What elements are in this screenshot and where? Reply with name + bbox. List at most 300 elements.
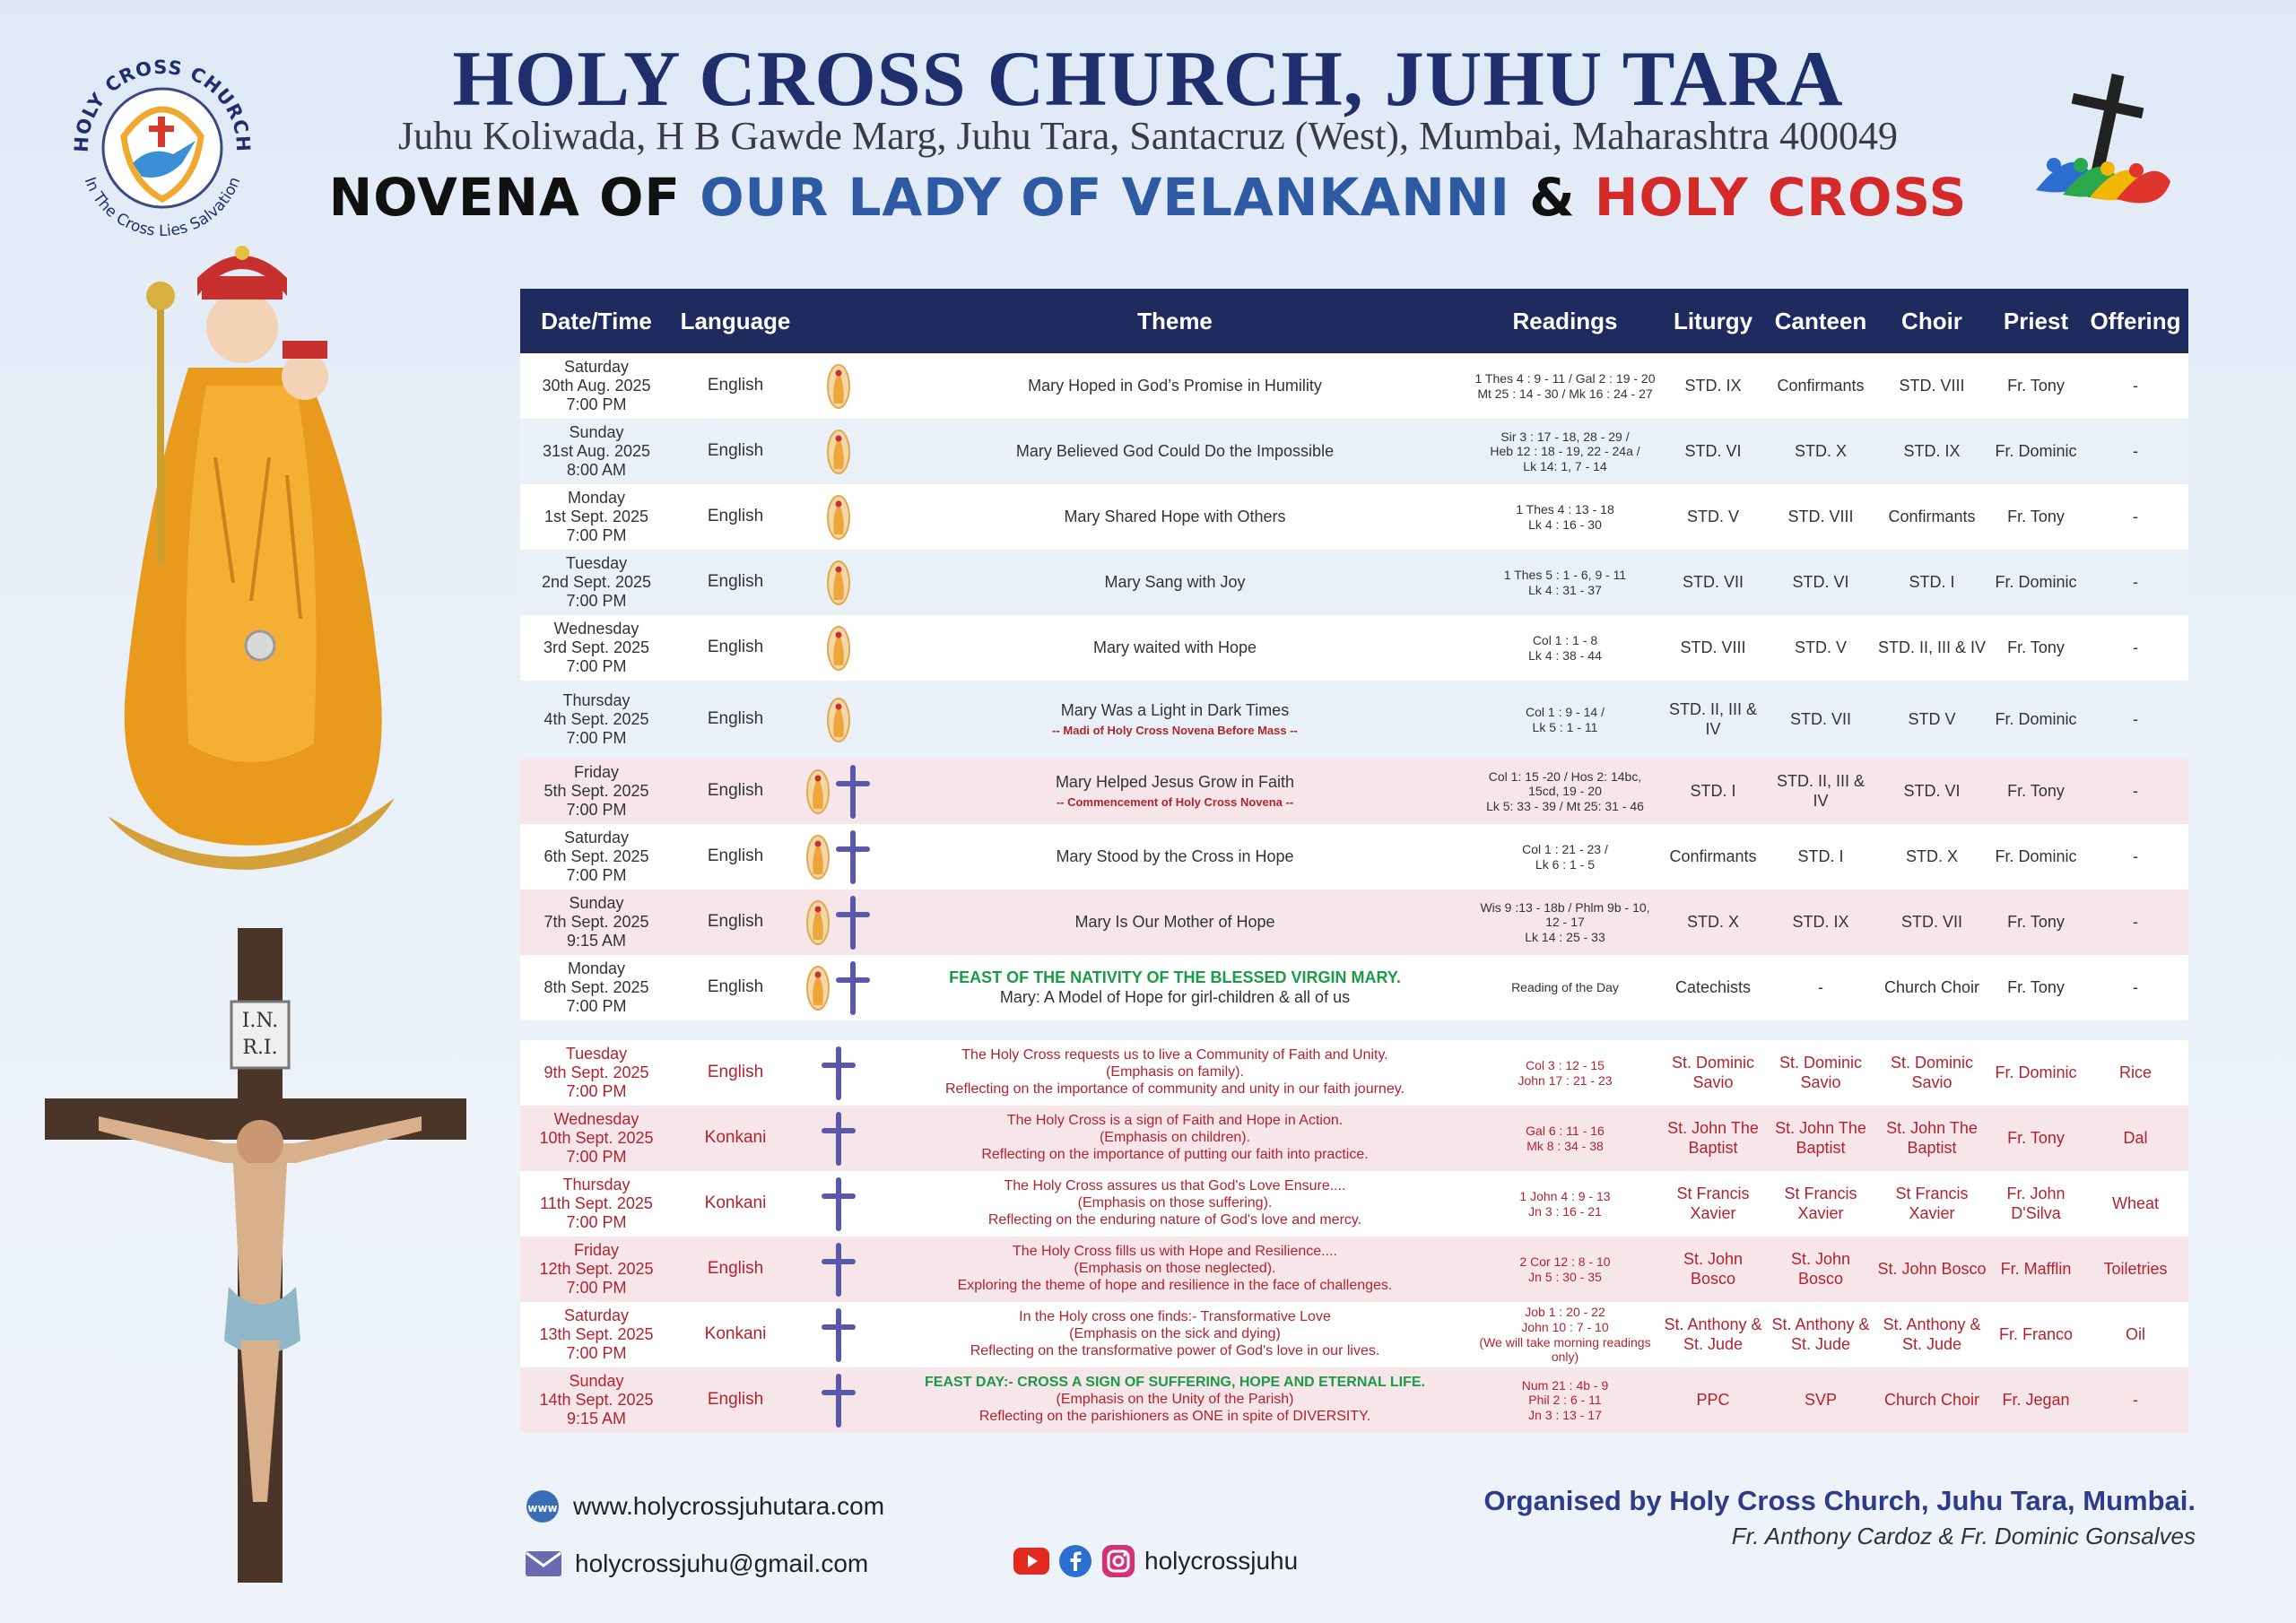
novena-icons-cell — [798, 364, 879, 409]
reading-line: Lk 4 : 16 - 30 — [1528, 516, 1602, 532]
theme-cell — [879, 773, 1471, 810]
offering-cell: - — [2133, 572, 2138, 591]
theme-text: Mary Stood by the Cross in Hope — [1056, 846, 1294, 865]
choir-cell: STD. II, III & IV — [1877, 638, 1987, 656]
holy-cross-icon — [835, 961, 871, 1015]
mary-statue-icon — [81, 242, 422, 897]
reading-line: Lk 5: 33 - 39 / Mt 25: 31 - 46 — [1486, 798, 1644, 813]
velankanni-icon — [806, 769, 830, 814]
theme-line-2: (Emphasis on children). — [1099, 1130, 1251, 1146]
liturgy-cell: Confirmants — [1669, 846, 1757, 865]
reading-line: Lk 14: 1, 7 - 14 — [1523, 458, 1607, 473]
table-header — [520, 289, 2188, 353]
novena-icons-cell — [798, 1308, 879, 1362]
holy-cross-icon — [821, 1112, 857, 1166]
header-priest: Priest — [2003, 307, 2069, 334]
velankanni-icon — [827, 430, 850, 474]
language-cell: English — [707, 1390, 764, 1410]
table-row — [520, 890, 2188, 955]
choir-cell: STD V — [1908, 709, 1956, 728]
theme-feast-title: FEAST OF THE NATIVITY OF THE BLESSED VIRGIN MARY. — [949, 968, 1401, 987]
offering-cell: - — [2133, 709, 2138, 728]
table-row — [520, 615, 2188, 681]
choir-cell: St. Dominic Savio — [1890, 1054, 1974, 1091]
day: Tuesday — [565, 553, 628, 572]
day: Saturday — [563, 1306, 630, 1324]
social-handle-text: holycrossjuhu — [1144, 1547, 1299, 1575]
reading-line: 1 Thes 4 : 13 - 18 — [1516, 501, 1614, 516]
readings-cell — [1471, 705, 1659, 734]
date: 4th Sept. 2025 — [544, 709, 649, 728]
canteen-cell: St. John The Baptist — [1775, 1119, 1866, 1157]
readings-cell — [1471, 1058, 1659, 1088]
time: 7:00 PM — [566, 729, 627, 748]
day: Sunday — [569, 422, 624, 441]
table-row — [520, 681, 2188, 759]
theme-line-1: The Holy Cross requests us to live a Community of Faith and Unity. — [961, 1047, 1388, 1063]
instagram-icon[interactable] — [1101, 1544, 1135, 1578]
reading-line: Gal 6 : 11 - 16 — [1526, 1123, 1605, 1138]
canteen-cell: STD. X — [1794, 441, 1847, 460]
language-cell: English — [707, 977, 764, 997]
time: 7:00 PM — [566, 1213, 627, 1232]
reading-line: Heb 12 : 18 - 19, 22 - 24a / — [1490, 444, 1640, 459]
theme-line-2: (Emphasis on those neglected). — [1074, 1261, 1276, 1277]
day: Wednesday — [553, 1109, 639, 1128]
day: Monday — [567, 488, 626, 507]
date: 31st Aug. 2025 — [542, 441, 651, 460]
date: 8th Sept. 2025 — [544, 977, 649, 996]
liturgy-cell: STD. IX — [1684, 376, 1742, 395]
language-cell: English — [707, 572, 764, 592]
theme-line-1: The Holy Cross assures us that God's Love Ensure.... — [1004, 1178, 1346, 1194]
novena-icons-cell — [798, 1374, 879, 1428]
canteen-cell: STD. VII — [1789, 709, 1851, 728]
date: 11th Sept. 2025 — [540, 1193, 653, 1212]
liturgy-cell: STD. VI — [1684, 441, 1742, 460]
day: Thursday — [562, 690, 631, 709]
theme-cell — [879, 1047, 1471, 1098]
reading-line: Lk 14 : 25 - 33 — [1525, 929, 1605, 944]
choir-cell: Church Choir — [1883, 1390, 1980, 1409]
date: 1st Sept. 2025 — [544, 507, 649, 525]
day: Wednesday — [553, 619, 639, 638]
day: Monday — [567, 959, 626, 977]
table-row — [520, 419, 2188, 484]
novena-prefix: NOVENA OF — [328, 167, 700, 228]
novena-icons-cell — [798, 1112, 879, 1166]
holy-cross-icon — [835, 896, 871, 950]
table-row — [520, 1171, 2188, 1237]
reading-line: Job 1 : 20 - 22 — [1525, 1305, 1605, 1320]
priest-cell: Fr. Tony — [2007, 376, 2065, 395]
time: 7:00 PM — [566, 1148, 627, 1167]
theme-text: Mary Believed God Could Do the Impossible — [1015, 441, 1335, 460]
canteen-cell: St. Anthony & St. Jude — [1771, 1315, 1870, 1353]
readings-cell — [1471, 769, 1659, 814]
readings-cell — [1471, 1124, 1659, 1153]
choir-cell: STD. VIII — [1899, 376, 1965, 395]
readings-cell — [1471, 1189, 1659, 1219]
holy-cross-icon — [835, 765, 871, 819]
globe-icon — [525, 1488, 561, 1524]
readings-cell — [1471, 1305, 1659, 1364]
reading-line: Col 3 : 12 - 15 — [1526, 1057, 1605, 1072]
priest-cell: Fr. Tony — [2007, 507, 2065, 525]
reading-line: Lk 6 : 1 - 5 — [1535, 856, 1596, 872]
readings-cell — [1471, 633, 1659, 663]
date: 2nd Sept. 2025 — [541, 572, 652, 591]
reading-line: Jn 5 : 30 - 35 — [1528, 1269, 1602, 1284]
liturgy-cell: Catechists — [1674, 977, 1752, 996]
date-time-cell — [520, 620, 673, 677]
date: 30th Aug. 2025 — [542, 376, 651, 395]
offering-cell: - — [2133, 441, 2138, 460]
website-link[interactable] — [525, 1488, 884, 1524]
readings-cell — [1471, 371, 1659, 401]
reading-line: John 10 : 7 - 10 — [1521, 1319, 1609, 1334]
date-time-cell — [520, 1176, 673, 1233]
theme-cell — [879, 1178, 1471, 1229]
offering-cell: - — [2133, 376, 2138, 395]
theme-line-2: (Emphasis on the sick and dying) — [1069, 1326, 1281, 1342]
novena-icons-cell — [798, 1243, 879, 1297]
reading-line: 1 Thes 5 : 1 - 6, 9 - 11 — [1503, 567, 1627, 582]
theme-line-2: (Emphasis on family). — [1106, 1064, 1244, 1081]
table-row — [520, 955, 2188, 1020]
theme-text: Mary Shared Hope with Others — [1064, 507, 1286, 525]
www-badge-text: www — [527, 1502, 558, 1515]
canteen-cell: STD. V — [1794, 638, 1847, 656]
time: 9:15 AM — [566, 932, 627, 950]
theme-line-3: Reflecting on the parishioners as ONE in spite of DIVERSITY. — [978, 1408, 1371, 1424]
liturgy-cell: St. John Bosco — [1683, 1250, 1744, 1288]
novena-icons-cell — [798, 626, 879, 671]
choir-cell: STD. VI — [1903, 781, 1961, 800]
language-cell: English — [707, 1259, 764, 1279]
header-canteen: Canteen — [1774, 307, 1867, 334]
time: 7:00 PM — [566, 1082, 627, 1101]
velankanni-icon — [806, 835, 830, 880]
logo-ring-bottom-text: In The Cross Lies Salvation — [80, 174, 245, 241]
priest-cell: Fr. John D'Silva — [2006, 1185, 2066, 1222]
holy-cross-icon — [821, 1046, 857, 1100]
priest-cell: Fr. Tony — [2007, 1128, 2065, 1147]
time: 7:00 PM — [566, 657, 627, 676]
canteen-cell: STD. VI — [1792, 572, 1849, 591]
offering-cell: - — [2133, 638, 2138, 656]
reading-line: Col 1: 15 -20 / Hos 2: 14bc, 15cd, 19 - 20 — [1488, 768, 1642, 799]
date: 9th Sept. 2025 — [544, 1063, 649, 1081]
canteen-cell: STD. II, III & IV — [1776, 772, 1865, 810]
day: Friday — [573, 1240, 619, 1259]
header-theme: Theme — [1137, 307, 1213, 334]
email-text: holycrossjuhu@gmail.com — [575, 1549, 869, 1577]
church-address: Juhu Koliwada, H B Gawde Marg, Juhu Tara, Santacruz (West), Mumbai, Maharashtra 400049 — [398, 114, 1898, 158]
canteen-cell: Confirmants — [1777, 376, 1865, 395]
day: Saturday — [563, 828, 630, 846]
velankanni-icon — [827, 560, 850, 605]
theme-cell — [879, 638, 1471, 657]
offering-cell: - — [2133, 846, 2138, 865]
choir-cell: St. Anthony & St. Jude — [1883, 1315, 1981, 1353]
novena-velankanni: OUR LADY OF VELANKANNI — [700, 167, 1510, 228]
reading-line: Lk 5 : 1 - 11 — [1532, 719, 1598, 734]
choir-cell: STD. X — [1905, 846, 1958, 865]
date: 10th Sept. 2025 — [539, 1128, 654, 1147]
reading-line: Mt 25 : 14 - 30 / Mk 16 : 24 - 27 — [1477, 386, 1653, 401]
choir-cell: STD. IX — [1903, 441, 1961, 460]
date: 5th Sept. 2025 — [544, 781, 649, 800]
canteen-cell: STD. IX — [1792, 912, 1849, 931]
readings-cell — [1471, 568, 1659, 597]
theme-text: Mary waited with Hope — [1092, 638, 1257, 656]
readings-cell — [1471, 502, 1659, 532]
table-row — [520, 824, 2188, 890]
church-logo-icon — [61, 47, 264, 249]
time: 7:00 PM — [566, 526, 627, 545]
crucifix-plaque-line2: R.I. — [242, 1037, 278, 1059]
header-offering: Offering — [2090, 307, 2181, 334]
day: Thursday — [562, 1175, 631, 1193]
website-text: www.holycrossjuhutara.com — [573, 1492, 885, 1520]
table-row — [520, 1106, 2188, 1171]
priest-cell: Fr. Tony — [2007, 781, 2065, 800]
time: 7:00 PM — [566, 1279, 627, 1298]
readings-cell — [1471, 900, 1659, 945]
date-time-cell — [520, 423, 673, 481]
novena-icons-cell — [798, 896, 879, 950]
priest-cell: Fr. Dominic — [1995, 441, 2077, 460]
theme-text: Mary Helped Jesus Grow in Faith — [1055, 773, 1295, 792]
readings-cell — [1471, 430, 1659, 474]
liturgy-cell: STD. I — [1690, 781, 1736, 800]
organised-by: Organised by Holy Cross Church, Juhu Tara, Mumbai. — [1483, 1485, 2196, 1516]
language-cell: English — [707, 507, 764, 526]
reading-line: Col 1 : 21 - 23 / — [1522, 841, 1608, 856]
reading-line: Lk 4 : 31 - 37 — [1528, 582, 1602, 597]
theme-cell — [879, 1113, 1471, 1164]
date: 13th Sept. 2025 — [539, 1324, 654, 1343]
holy-cross-icon — [821, 1374, 857, 1428]
liturgy-cell: St. Anthony & St. Jude — [1664, 1315, 1762, 1353]
date-time-cell — [520, 1372, 673, 1429]
offering-cell: Rice — [2118, 1063, 2152, 1081]
theme-line-1: FEAST DAY:- CROSS A SIGN OF SUFFERING, HOPE AND ETERNAL LIFE. — [925, 1375, 1425, 1391]
canteen-cell: STD. I — [1797, 846, 1844, 865]
date-time-cell — [520, 489, 673, 546]
liturgy-cell: STD. VII — [1682, 572, 1744, 591]
crucifix-plaque-line1: I.N. — [241, 1010, 279, 1032]
holy-cross-icon — [821, 1243, 857, 1297]
theme-cell — [879, 968, 1471, 1006]
holy-cross-icon — [821, 1308, 857, 1362]
novena-schedule-table — [520, 289, 2188, 1433]
date: 7th Sept. 2025 — [544, 912, 649, 931]
day: Friday — [573, 762, 619, 781]
novena-icons-cell — [798, 830, 879, 884]
offering-cell: Dal — [2123, 1128, 2148, 1147]
reading-line: (We will take morning readings only) — [1479, 1334, 1651, 1365]
choir-cell: St. John Bosco — [1877, 1259, 1987, 1278]
date-time-cell — [520, 763, 673, 820]
language-cell: Konkani — [704, 1193, 767, 1213]
canteen-cell: St Francis Xavier — [1784, 1185, 1857, 1222]
canteen-cell: SVP — [1804, 1390, 1838, 1409]
day: Tuesday — [565, 1044, 628, 1063]
date-time-cell — [520, 1045, 673, 1102]
language-cell: English — [707, 638, 764, 657]
table-row — [520, 1367, 2188, 1433]
reading-line: Col 1 : 1 - 8 — [1532, 632, 1598, 647]
table-row — [520, 1237, 2188, 1302]
day: Sunday — [569, 893, 624, 912]
liturgy-cell: PPC — [1696, 1390, 1730, 1409]
table-row — [520, 353, 2188, 419]
theme-cell — [879, 1375, 1471, 1426]
offering-cell: Oil — [2126, 1324, 2145, 1343]
choir-cell: STD. VII — [1900, 912, 1962, 931]
priest-cell: Fr. Tony — [2007, 638, 2065, 656]
choir-cell: St Francis Xavier — [1895, 1185, 1969, 1222]
liturgy-cell: STD. X — [1686, 912, 1739, 931]
theme-cell — [879, 573, 1471, 592]
reading-line: Sir 3 : 17 - 18, 28 - 29 / — [1500, 429, 1630, 444]
theme-cell — [879, 847, 1471, 866]
language-cell: English — [707, 846, 764, 866]
social-links[interactable] — [1013, 1544, 1298, 1578]
velankanni-icon — [806, 900, 830, 945]
time: 7:00 PM — [566, 395, 627, 414]
table-row — [520, 484, 2188, 550]
novena-icons-cell — [798, 495, 879, 540]
facebook-icon[interactable] — [1058, 1544, 1092, 1578]
youtube-icon[interactable] — [1013, 1548, 1049, 1575]
theme-note: -- Commencement of Holy Cross Novena -- — [1056, 795, 1294, 810]
language-cell: English — [707, 912, 764, 932]
page-title: HOLY CROSS CHURCH, JUHU TARA — [452, 36, 1844, 123]
header-choir: Choir — [1901, 307, 1962, 334]
theme-text: Mary Is Our Mother of Hope — [1074, 912, 1275, 931]
liturgy-cell: St. Dominic Savio — [1671, 1054, 1755, 1091]
theme-note: -- Madi of Holy Cross Novena Before Mass -- — [1052, 724, 1298, 738]
priest-cell: Fr. Mafflin — [2000, 1259, 2072, 1278]
theme-cell — [879, 1244, 1471, 1295]
reading-line: Jn 3 : 16 - 21 — [1528, 1203, 1602, 1219]
theme-line-3: Exploring the theme of hope and resilience in the face of challenges. — [957, 1277, 1393, 1293]
theme-text: Mary Was a Light in Dark Times — [1060, 701, 1290, 720]
theme-cell — [879, 701, 1471, 738]
offering-cell: - — [2133, 977, 2138, 996]
priest-cell: Fr. Tony — [2007, 912, 2065, 931]
date-time-cell — [520, 959, 673, 1017]
reading-line: Jn 3 : 13 - 17 — [1528, 1407, 1602, 1422]
novena-icons-cell — [798, 698, 879, 742]
priest-cell: Fr. Franco — [1998, 1324, 2074, 1343]
theme-text: Mary Hoped in God’s Promise in Humility — [1028, 376, 1322, 395]
novena-icons-cell — [798, 1046, 879, 1100]
date-time-cell — [520, 554, 673, 612]
offering-cell: - — [2133, 912, 2138, 931]
offering-cell: - — [2133, 1390, 2138, 1409]
holy-cross-rows — [520, 1040, 2188, 1433]
language-cell: Konkani — [704, 1128, 767, 1148]
language-cell: English — [707, 1063, 764, 1082]
velankanni-icon — [806, 966, 830, 1011]
table-row — [520, 1302, 2188, 1367]
date-time-cell — [520, 829, 673, 886]
velankanni-icon — [827, 495, 850, 540]
priest-cell: Fr. Tony — [2007, 977, 2065, 996]
priest-cell: Fr. Jegan — [2002, 1390, 2070, 1409]
reading-line: 1 John 4 : 9 - 13 — [1519, 1188, 1611, 1203]
date: 12th Sept. 2025 — [539, 1259, 654, 1278]
time: 7:00 PM — [566, 801, 627, 820]
velankanni-rows — [520, 353, 2188, 1020]
table-row — [520, 1040, 2188, 1106]
novena-icons-cell — [798, 961, 879, 1015]
novena-heading — [0, 167, 2296, 228]
theme-cell — [879, 508, 1471, 526]
offering-cell: - — [2133, 781, 2138, 800]
header-date-time: Date/Time — [541, 307, 652, 334]
readings-cell — [1471, 980, 1659, 995]
email-link[interactable] — [525, 1549, 868, 1578]
readings-cell — [1471, 1254, 1659, 1284]
day: Saturday — [563, 357, 630, 376]
date-time-cell — [520, 358, 673, 415]
offering-cell: Toiletries — [2103, 1259, 2168, 1278]
section-gap — [520, 1020, 2188, 1040]
mail-icon — [525, 1550, 562, 1577]
choir-cell: St. John The Baptist — [1886, 1119, 1978, 1157]
liturgy-cell: STD. II, III & IV — [1668, 700, 1757, 738]
language-cell: English — [707, 441, 764, 461]
logo-ring-top-text: HOLY CROSS CHURCH — [70, 56, 255, 153]
velankanni-icon — [827, 364, 850, 409]
time: 7:00 PM — [566, 1344, 627, 1363]
theme-line-2: (Emphasis on the Unity of the Parish) — [1056, 1392, 1294, 1408]
liturgy-cell: STD. V — [1686, 507, 1739, 525]
offering-cell: - — [2133, 507, 2138, 525]
canteen-cell: STD. VIII — [1787, 507, 1854, 525]
language-cell: English — [707, 781, 764, 801]
reading-line: 2 Cor 12 : 8 - 10 — [1519, 1254, 1611, 1269]
date-time-cell — [520, 1241, 673, 1298]
holy-cross-icon — [821, 1177, 857, 1231]
priest-cell: Fr. Dominic — [1995, 572, 2077, 591]
theme-cell — [879, 913, 1471, 932]
date: 3rd Sept. 2025 — [543, 638, 650, 656]
theme-cell — [879, 1309, 1471, 1360]
date-time-cell — [520, 1110, 673, 1167]
theme-line-3: Reflecting on the transformative power of God's love in our lives. — [970, 1342, 1380, 1358]
theme-line-3: Reflecting on the enduring nature of God's love and mercy. — [987, 1211, 1362, 1228]
velankanni-icon — [827, 698, 850, 742]
theme-cell — [879, 377, 1471, 395]
theme-line-1: In the Holy cross one finds:- Transformative Love — [1019, 1309, 1331, 1325]
canteen-cell: St. Dominic Savio — [1779, 1054, 1863, 1091]
readings-cell — [1471, 842, 1659, 872]
novena-icons-cell — [798, 1177, 879, 1231]
offering-cell: Wheat — [2111, 1193, 2160, 1212]
organisers-priests: Fr. Anthony Cardoz & Fr. Dominic Gonsalves — [1731, 1523, 2196, 1549]
header-readings: Readings — [1512, 307, 1618, 334]
theme-line-1: The Holy Cross is a sign of Faith and Hope in Action. — [1006, 1113, 1344, 1129]
theme-line-1: The Holy Cross fills us with Hope and Resilience.... — [1013, 1244, 1337, 1260]
header-liturgy: Liturgy — [1673, 307, 1753, 334]
date: 6th Sept. 2025 — [544, 846, 649, 865]
